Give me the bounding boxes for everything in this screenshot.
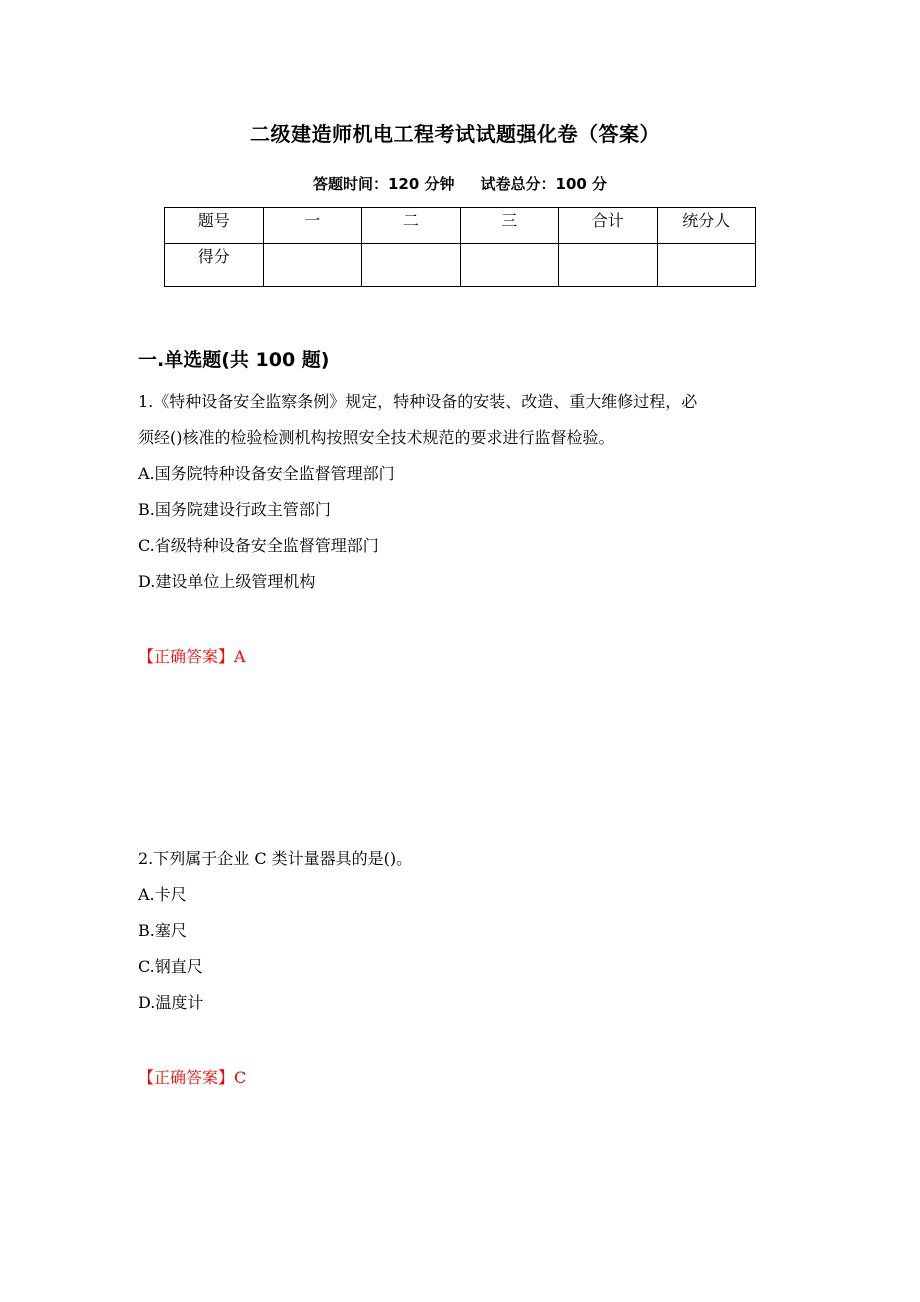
score-cell: [559, 244, 658, 287]
score-cell: [362, 244, 461, 287]
exam-meta: [0, 173, 920, 195]
option-c: C.省级特种设备安全监督管理部门: [138, 536, 379, 555]
score-table-header-cell: 统分人: [657, 208, 756, 244]
option-c: C.钢直尺: [138, 957, 203, 976]
score-row-label: 得分: [165, 244, 264, 287]
question-2: [138, 841, 788, 1021]
option-b: B.国务院建设行政主管部门: [138, 500, 331, 519]
question-1: [138, 384, 788, 600]
score-table-header-row: [165, 208, 756, 244]
question-stem: 2.下列属于企业 C 类计量器具的是()。: [138, 849, 413, 868]
option-a: A.卡尺: [138, 885, 187, 904]
document-title: 二级建造师机电工程考试试题强化卷（答案）: [250, 122, 660, 146]
total-score: 试卷总分：100 分: [480, 175, 608, 193]
score-table-header-cell: 三: [460, 208, 559, 244]
option-a: A.国务院特种设备安全监督管理部门: [138, 464, 395, 483]
option-b: B.塞尺: [138, 921, 187, 940]
question-stem: 须经()核准的检验检测机构按照安全技术规范的要求进行监督检验。: [138, 428, 615, 447]
score-table-header-cell: 题号: [165, 208, 264, 244]
exam-time: 答题时间：120 分钟: [312, 175, 455, 193]
question-stem: 1.《特种设备安全监察条例》规定，特种设备的安装、改造、重大维修过程，必: [138, 392, 698, 411]
section-title: 一.单选题(共 100 题): [138, 349, 330, 371]
score-table-header-cell: 一: [263, 208, 362, 244]
score-table-score-row: [165, 244, 756, 287]
score-cell: [460, 244, 559, 287]
answer-1: 【正确答案】A: [138, 647, 246, 666]
option-d: D.温度计: [138, 993, 204, 1012]
score-cell: [657, 244, 756, 287]
option-d: D.建设单位上级管理机构: [138, 572, 316, 591]
score-table-header-cell: 二: [362, 208, 461, 244]
answer-2: 【正确答案】C: [138, 1068, 247, 1087]
score-table: [164, 207, 756, 287]
score-cell: [263, 244, 362, 287]
score-table-header-cell: 合计: [559, 208, 658, 244]
